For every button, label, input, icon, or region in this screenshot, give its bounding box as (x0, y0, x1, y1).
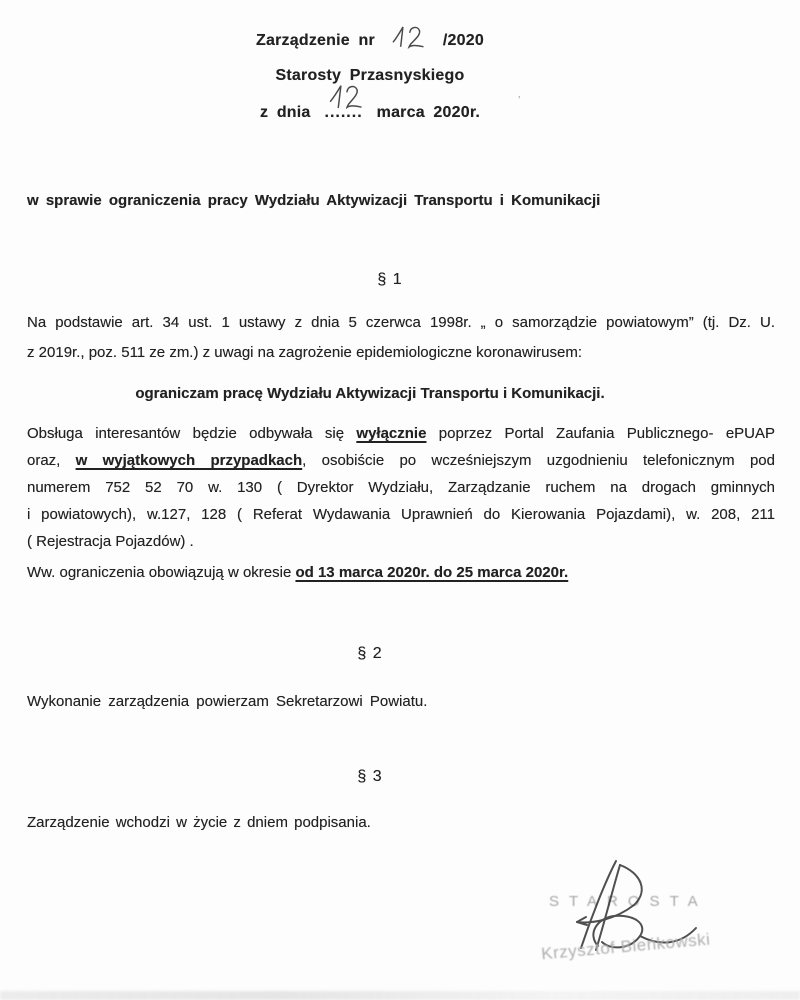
service-para-line-4: i powiatowych), w.127, 128 ( Referat Wydawania Uprawnień do Kierowania Pojazdami), w. 208, 211 (27, 506, 775, 523)
section-3-text: Zarządzenie wchodzi w życie z dniem podpisania. (27, 814, 371, 831)
service-para-line-5: ( Rejestracja Pojazdów) . (27, 533, 194, 550)
decision-line: ograniczam pracę Wydziału Aktywizacji Transportu i Komunikacji. (135, 385, 605, 402)
date-dotted-line: ....... (324, 104, 363, 121)
section-2-text: Wykonanie zarządzenia powierzam Sekretarzowi Powiatu. (27, 693, 428, 710)
order-title-label: Zarządzenie nr (256, 32, 375, 49)
service-run: poprzez Portal Zaufania Publicznego- ePUAP (426, 425, 776, 442)
order-title-suffix: /2020 (442, 32, 484, 49)
service-para-line-2 (27, 451, 775, 471)
handwritten-date-day (327, 83, 367, 116)
date-fill-slot (325, 104, 363, 122)
issuer-line: Starosty Przasnyskiego (275, 67, 465, 84)
section-1-mark: § 1 (377, 271, 403, 288)
period-prefix: Ww. ograniczenia obowiązują w okresie (27, 564, 296, 581)
starosta-stamp-name: Krzysztof Bieńkowski (540, 929, 712, 964)
scan-edge-smudge (0, 991, 800, 1000)
service-run: Obsługa interesantów będzie odbywała się (27, 425, 357, 442)
service-run: , osobiście po wcześniejszym uzgodnieniu telefonicznym pod (302, 452, 775, 469)
service-run-emphasis-exceptional-cases: w wyjątkowych przypadkach (75, 452, 303, 469)
service-run: oraz, (27, 452, 76, 469)
date-suffix: marca 2020r. (376, 104, 481, 121)
service-para-line-3: numerem 752 52 70 w. 130 ( Dyrektor Wydziału, Zarządzanie ruchem na drogach gminnych (27, 479, 775, 496)
starosta-stamp-title: STAROSTA (549, 893, 708, 910)
date-prefix: z dnia (259, 104, 311, 121)
period-dates: od 13 marca 2020r. do 25 marca 2020r. (295, 564, 569, 581)
order-title-line (0, 24, 740, 56)
legal-basis-line-1: Na podstawie art. 34 ust. 1 ustawy z dnia 5 czerwca 1998r. „ o samorządzie powiatowym” (tj. Dz. U. (27, 314, 775, 331)
section-2-mark: § 2 (357, 645, 383, 662)
restriction-period-line (27, 563, 775, 583)
subject-line: w sprawie ograniczenia pracy Wydziału Aktywizacji Transportu i Komunikacji (27, 192, 601, 209)
service-run-emphasis-exclusively: wyłącznie (356, 425, 427, 442)
date-line (0, 104, 740, 122)
handwritten-order-number (389, 24, 429, 56)
scan-speck: ʼ (518, 95, 521, 107)
legal-basis-line-2: z 2019r., poz. 511 ze zm.) z uwagi na zagrożenie epidemiologiczne koronawirusem: (27, 344, 583, 361)
service-para-line-1 (27, 424, 775, 444)
section-3-mark: § 3 (357, 768, 383, 785)
